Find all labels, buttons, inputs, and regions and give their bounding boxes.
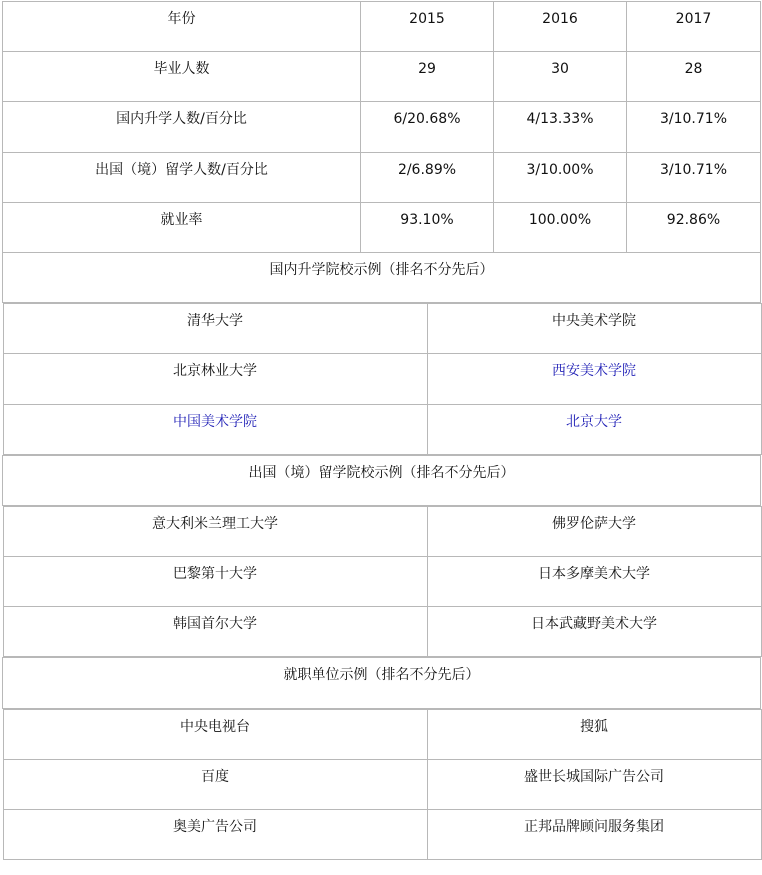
- employers-section-title: 就职单位示例（排名不分先后）: [3, 658, 761, 708]
- school-row: [3, 557, 761, 607]
- employer-name: 搜狐: [427, 709, 761, 759]
- year-2015-header: 2015: [361, 2, 494, 52]
- school-row: [3, 304, 761, 354]
- school-name: 清华大学: [3, 304, 427, 354]
- school-name: 日本多摩美术大学: [427, 557, 761, 607]
- domestic-section-title: 国内升学院校示例（排名不分先后）: [3, 252, 761, 302]
- domestic-further-study-row: [3, 102, 761, 152]
- employer-row: [3, 709, 761, 759]
- employer-name: 百度: [3, 759, 427, 809]
- domestic-schools-wrapper: [3, 303, 761, 456]
- school-name: 北京林业大学: [3, 354, 427, 404]
- row-value-2015: 29: [361, 52, 494, 102]
- school-link[interactable]: 西安美术学院: [427, 354, 761, 404]
- school-row: [3, 506, 761, 556]
- abroad-schools-cell: [3, 505, 761, 658]
- domestic-schools-table: [3, 303, 762, 455]
- employers-section-title-row: [3, 658, 761, 708]
- row-value-2017: 3/10.71%: [627, 152, 761, 202]
- employer-name: 正邦品牌顾问服务集团: [427, 810, 761, 860]
- school-link[interactable]: 北京大学: [427, 404, 761, 454]
- school-name: 意大利米兰理工大学: [3, 506, 427, 556]
- year-2017-header: 2017: [627, 2, 761, 52]
- employers-table: [3, 709, 762, 861]
- year-header-row: [3, 2, 761, 52]
- row-value-2015: 93.10%: [361, 202, 494, 252]
- abroad-schools-wrapper: [3, 505, 761, 658]
- abroad-schools-table: [3, 506, 762, 658]
- school-row: [3, 404, 761, 454]
- graduation-statistics-table: [2, 1, 761, 860]
- row-label: 国内升学人数/百分比: [3, 102, 361, 152]
- school-row: [3, 607, 761, 657]
- employer-row: [3, 810, 761, 860]
- employer-name: 中央电视台: [3, 709, 427, 759]
- employer-row: [3, 759, 761, 809]
- domestic-schools-cell: [3, 303, 761, 456]
- study-abroad-row: [3, 152, 761, 202]
- row-value-2015: 2/6.89%: [361, 152, 494, 202]
- school-name: 韩国首尔大学: [3, 607, 427, 657]
- school-name: 佛罗伦萨大学: [427, 506, 761, 556]
- row-value-2015: 6/20.68%: [361, 102, 494, 152]
- row-value-2016: 100.00%: [494, 202, 627, 252]
- employers-wrapper: [3, 708, 761, 860]
- domestic-section-title-row: [3, 252, 761, 302]
- school-name: 巴黎第十大学: [3, 557, 427, 607]
- year-2016-header: 2016: [494, 2, 627, 52]
- abroad-section-title: 出国（境）留学院校示例（排名不分先后）: [3, 455, 761, 505]
- row-value-2016: 4/13.33%: [494, 102, 627, 152]
- school-name: 中央美术学院: [427, 304, 761, 354]
- employer-name: 盛世长城国际广告公司: [427, 759, 761, 809]
- row-value-2017: 92.86%: [627, 202, 761, 252]
- employers-cell: [3, 708, 761, 860]
- row-value-2017: 28: [627, 52, 761, 102]
- school-name: 日本武藏野美术大学: [427, 607, 761, 657]
- row-value-2016: 30: [494, 52, 627, 102]
- row-value-2017: 3/10.71%: [627, 102, 761, 152]
- abroad-section-title-row: [3, 455, 761, 505]
- row-label: 就业率: [3, 202, 361, 252]
- row-value-2016: 3/10.00%: [494, 152, 627, 202]
- employer-name: 奥美广告公司: [3, 810, 427, 860]
- row-label: 毕业人数: [3, 52, 361, 102]
- employment-rate-row: [3, 202, 761, 252]
- year-header-label: 年份: [3, 2, 361, 52]
- school-link[interactable]: 中国美术学院: [3, 404, 427, 454]
- graduates-row: [3, 52, 761, 102]
- school-row: [3, 354, 761, 404]
- row-label: 出国（境）留学人数/百分比: [3, 152, 361, 202]
